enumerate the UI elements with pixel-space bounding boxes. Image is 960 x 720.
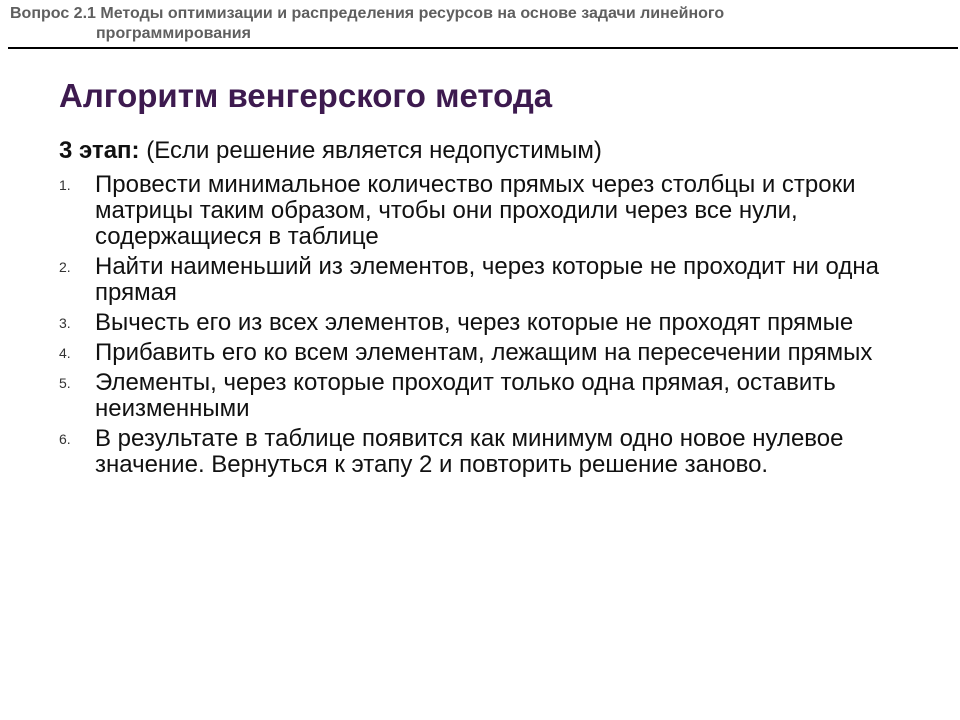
list-item: [59, 254, 919, 306]
list-item-number: 5.: [59, 375, 71, 391]
steps-list: [59, 172, 919, 478]
stage-line: [59, 138, 919, 164]
list-item-text: Прибавить его ко всем элементам, лежащим на пересечении прямых: [95, 339, 873, 366]
header-text: [10, 4, 870, 44]
list-item: [59, 172, 919, 250]
list-item-text: Элементы, через которые проходит только одна прямая, оставить неизменными: [95, 369, 836, 422]
list-item-text: В результате в таблице появится как минимум одно новое нулевое значение. Вернуться к этапу 2 и повторить решение заново.: [95, 425, 844, 478]
list-item-number: 2.: [59, 259, 71, 275]
list-item-number: 1.: [59, 177, 71, 193]
stage-condition: (Если решение является недопустимым): [146, 137, 602, 164]
list-item-number: 4.: [59, 345, 71, 361]
list-item: [59, 340, 919, 366]
list-item-number: 6.: [59, 431, 71, 447]
list-item: [59, 426, 919, 478]
header-divider: [8, 47, 958, 49]
list-item-text: Вычесть его из всех элементов, через которые не проходят прямые: [95, 309, 854, 336]
slide-content: [59, 138, 919, 482]
header-line-2: программирования: [96, 25, 251, 42]
list-item-number: 3.: [59, 315, 71, 331]
stage-label: 3 этап:: [59, 137, 140, 164]
list-item: [59, 310, 919, 336]
list-item: [59, 370, 919, 422]
list-item-text: Найти наименьший из элементов, через которые не проходит ни одна прямая: [95, 253, 879, 306]
header-line-1: Вопрос 2.1 Методы оптимизации и распределения ресурсов на основе задачи линейного: [10, 5, 725, 22]
list-item-text: Провести минимальное количество прямых через столбцы и строки матрицы таким образом, чтобы они проходили через все нули, содержащиеся в таблице: [95, 171, 856, 250]
slide-title: Алгоритм венгерского метода: [59, 77, 553, 114]
